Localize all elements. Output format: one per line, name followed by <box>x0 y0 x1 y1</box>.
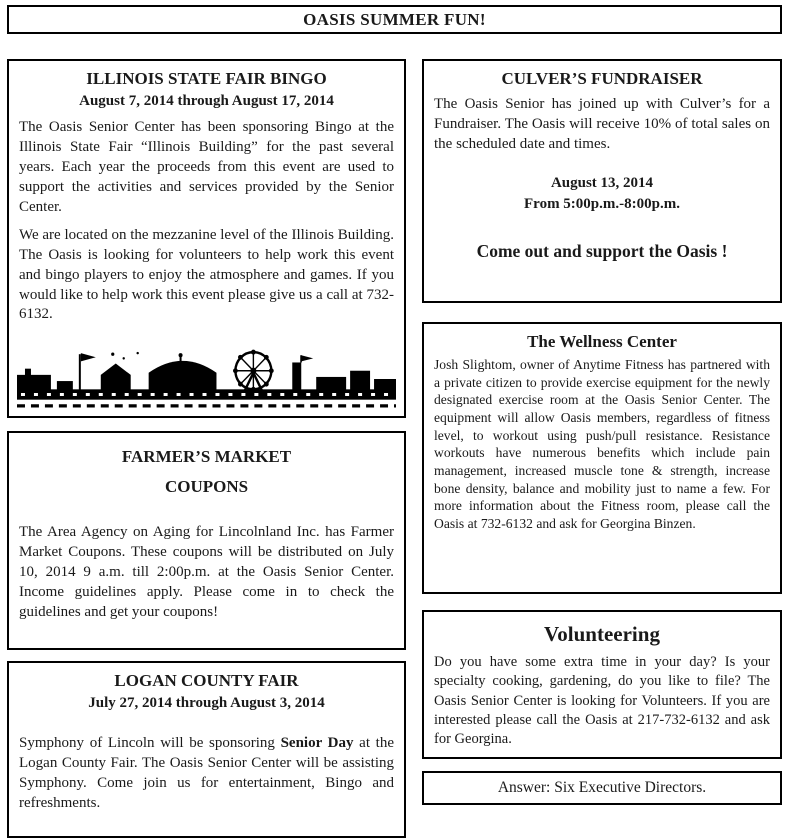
bingo-paragraph-1: The Oasis Senior Center has been sponsoring Bingo at the Illinois State Fair “Illinois Building” for the past several years. Each year the proceeds from this event are used to support the activities and services provided by the Senior Center. <box>19 119 394 215</box>
wellness-paragraph: Josh Slightom, owner of Anytime Fitness has partnered with a private citizen to provide exercise equipment for the newly designated exercise room at the Oasis Senior Center. The equipment will allow Oasis members, regardless of fitness level, to workout using push/pull resistance. Resistance workouts have numerous benefits which include pain management, increased muscle tone & strength, increase bone density, balance and mobility just to name a few. For more information about the Fitness room, please call the Oasis at 732-6132 and ask for Georgina Binzen. <box>434 357 770 532</box>
bingo-title: ILLINOIS STATE FAIR BINGO <box>86 69 327 88</box>
fairground-silhouette-svg <box>17 348 396 410</box>
logan-text-post: at the Logan County Fair. The Oasis Senior Center will be assisting Symphony. Come join us for entertainment, Bingo and refreshments. <box>19 735 395 811</box>
culvers-cta: Come out and support the Oasis ! <box>476 240 728 261</box>
culvers-title: CULVER’S FUNDRAISER <box>501 69 703 88</box>
farmers-title-line2: COUPONS <box>164 477 249 496</box>
logan-title: LOGAN COUNTY FAIR <box>114 671 299 690</box>
section-illinois-state-fair-bingo <box>7 59 406 418</box>
section-logan-county-fair <box>7 661 406 838</box>
logan-text-bold: Senior Day <box>280 735 354 751</box>
culvers-paragraph: The Oasis Senior has joined up with Culver’s for a Fundraiser. The Oasis will receive 10% of total sales on the scheduled date and times. <box>434 96 770 152</box>
page-title: OASIS SUMMER FUN! <box>303 9 486 29</box>
culvers-time: From 5:00p.m.-8:00p.m. <box>524 195 680 212</box>
page-title-banner <box>7 5 782 34</box>
logan-text-pre: Symphony of Lincoln will be sponsoring <box>19 735 281 751</box>
logan-paragraph <box>19 734 394 814</box>
section-volunteering <box>422 610 782 759</box>
fairground-silhouette-image <box>17 348 396 410</box>
farmers-paragraph: The Area Agency on Aging for Lincolnland Inc. has Farmer Market Coupons. These coupons will be distributed on July 10, 2014 9 a.m. till 2:00p.m. at the Oasis Senior Center. Income guidelines apply. Please come in to check the guidelines and get your coupons! <box>19 524 394 620</box>
farmers-title-line1: FARMER’S MARKET <box>121 447 292 466</box>
volunteering-paragraph: Do you have some extra time in your day? Is your specialty cooking, gardening, do you like to file? The Oasis Senior Center is looking for Volunteers. If you are interested please call the Oasis at 217-732-6132 and ask for Georgina. <box>434 654 770 748</box>
answer-text: Answer: Six Executive Directors. <box>497 779 707 796</box>
section-farmers-market-coupons <box>7 431 406 650</box>
logan-date: July 27, 2014 through August 3, 2014 <box>88 695 325 711</box>
culvers-date: August 13, 2014 <box>550 174 654 191</box>
bingo-paragraph-2: We are located on the mezzanine level of the Illinois Building. The Oasis is looking for volunteers to help work this event and bingo players to enjoy the atmosphere and games. If you would like to help work this event please give us a call at 732-6132. <box>19 226 394 323</box>
section-culvers-fundraiser <box>422 59 782 303</box>
wellness-title: The Wellness Center <box>527 332 677 351</box>
answer-box <box>422 771 782 805</box>
bingo-date: August 7, 2014 through August 17, 2014 <box>79 93 334 109</box>
section-wellness-center <box>422 322 782 594</box>
volunteering-title: Volunteering <box>544 622 660 646</box>
